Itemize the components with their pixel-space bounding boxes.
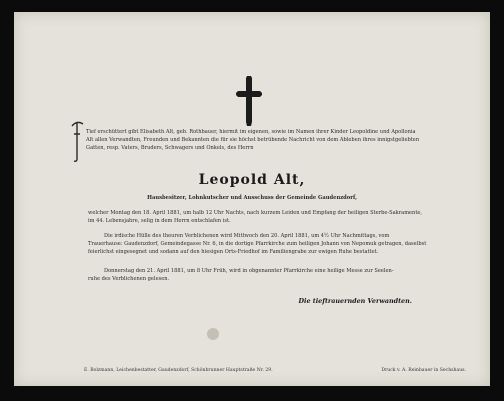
document-page	[14, 12, 490, 386]
mass-line-1: Donnerstag den 21. April 1881, um 8 Uhr Früh, wird in obgenannter Pfarrkirche eine heilige Messe zur Seelen-	[104, 268, 394, 274]
cross-icon	[236, 76, 262, 126]
burial-line-3: feierlichst eingesegnet und sodann auf den hiesigen Orts-Friedhof im Familiengrabe zur ewigen Ruhe bestattet.	[88, 249, 379, 255]
death-line-2: im 44. Lebensjahre, selig in dem Herrn entschlafen ist.	[88, 218, 231, 224]
burial-line-1: Die irdische Hülle des theuren Verblichenen wird Mittwoch den 20. April 1881, um 4½ Uhr Nachmittags, vom	[104, 233, 390, 239]
footer-undertaker: E. Bolzmann, Leichenbestatter, Gaudenzdorf, Schönbrunner Hauptstraße Nr. 29.	[84, 368, 273, 373]
death-line-1: welcher Montag den 18. April 1881, um halb 12 Uhr Nachts, nach kurzem Leiden und Empfang der heiligen Sterbe-Sakramente,	[88, 210, 423, 216]
decorative-initial-icon	[70, 120, 84, 162]
signature-line: Die tieftrauernden Verwandten.	[298, 297, 412, 305]
paper-stain	[207, 328, 219, 340]
intro-line-1: Tief erschüttert gibt Elisabeth Alt, geb. Rothbauer, hiermit im eigenen, sowie im Namen ihrer Kinder Leopoldine und Apollonia	[86, 129, 416, 135]
footer-printer: Druck v. A. Reinbauer in Sechshaus.	[381, 368, 466, 373]
deceased-name: Leopold Alt,	[198, 172, 306, 188]
intro-line-3: Gatten, resp. Vaters, Bruders, Schwagers und Onkels, des Herrn	[86, 145, 254, 151]
burial-line-2: Trauerhause: Gaudenzdorf, Gemeindegasse Nr. 6, in die dortige Pfarrkirche zum heiligen Johann von Nepomuk getragen, daselbst	[88, 241, 427, 247]
deceased-title: Hausbesitzer, Lohnkutscher und Ausschuss der Gemeinde Gaudenzdorf,	[147, 195, 357, 201]
mass-line-2: ruhe des Verblichenen gelesen.	[88, 276, 170, 282]
intro-line-2: Alt allen Verwandten, Freunden und Bekannten die für sie höchst betrübende Nachricht von dem Ableben ihres innigstgeliebten	[86, 137, 420, 143]
